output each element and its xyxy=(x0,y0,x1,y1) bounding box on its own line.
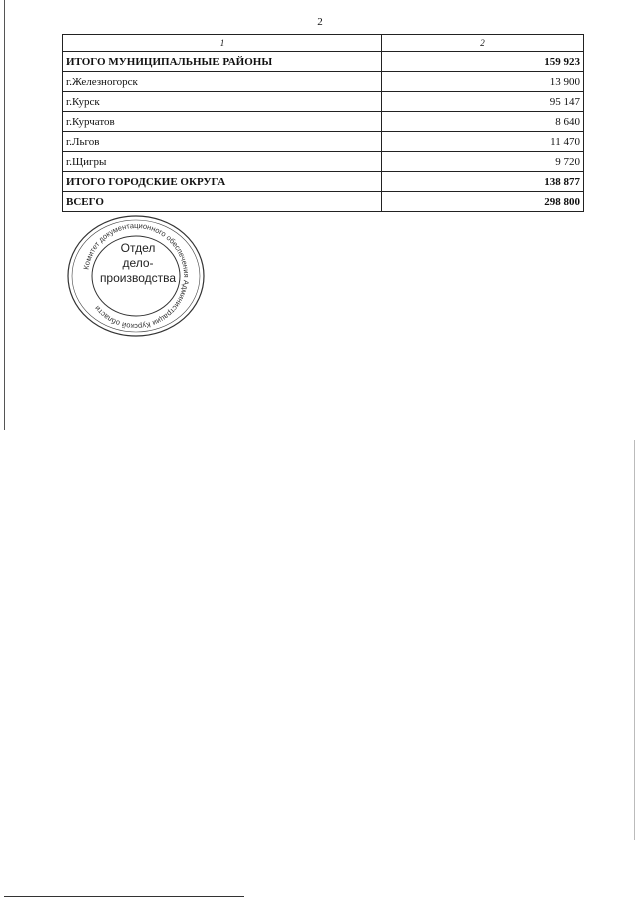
row-value: 298 800 xyxy=(382,192,584,212)
row-label: г.Льгов xyxy=(63,132,382,152)
table-header-row xyxy=(63,35,584,52)
stamp-ring-text: Комитет документационного обеспечения Администрации Курской области xyxy=(81,220,192,332)
row-value: 11 470 xyxy=(382,132,584,152)
row-value: 9 720 xyxy=(382,152,584,172)
row-label: г.Щигры xyxy=(63,152,382,172)
row-value: 159 923 xyxy=(382,52,584,72)
page-number: 2 xyxy=(317,16,323,28)
table-row xyxy=(63,72,584,92)
row-label: ИТОГО МУНИЦИПАЛЬНЫЕ РАЙОНЫ xyxy=(63,52,382,72)
row-value: 8 640 xyxy=(382,112,584,132)
totals-table xyxy=(62,34,584,212)
table-row xyxy=(63,112,584,132)
header-cell-2: 2 xyxy=(382,35,584,52)
header-cell-1: 1 xyxy=(63,35,382,52)
table-row xyxy=(63,92,584,112)
table-row xyxy=(63,152,584,172)
table-row xyxy=(63,172,584,192)
row-label: г.Курск xyxy=(63,92,382,112)
stamp-line-3: производства xyxy=(99,271,177,285)
row-value: 13 900 xyxy=(382,72,584,92)
row-value: 95 147 xyxy=(382,92,584,112)
office-stamp xyxy=(62,212,210,340)
footnote-rule xyxy=(4,896,244,897)
scan-margin-line xyxy=(4,0,5,430)
table-row xyxy=(63,192,584,212)
scan-margin-line-right xyxy=(634,440,635,840)
row-label: г.Железногорск xyxy=(63,72,382,92)
row-label: ВСЕГО xyxy=(63,192,382,212)
table-row xyxy=(63,132,584,152)
row-label: ИТОГО ГОРОДСКИЕ ОКРУГА xyxy=(63,172,382,192)
table-row xyxy=(63,52,584,72)
stamp-line-2: дело- xyxy=(122,256,154,270)
row-value: 138 877 xyxy=(382,172,584,192)
row-label: г.Курчатов xyxy=(63,112,382,132)
stamp-line-1: Отдел xyxy=(120,241,156,255)
